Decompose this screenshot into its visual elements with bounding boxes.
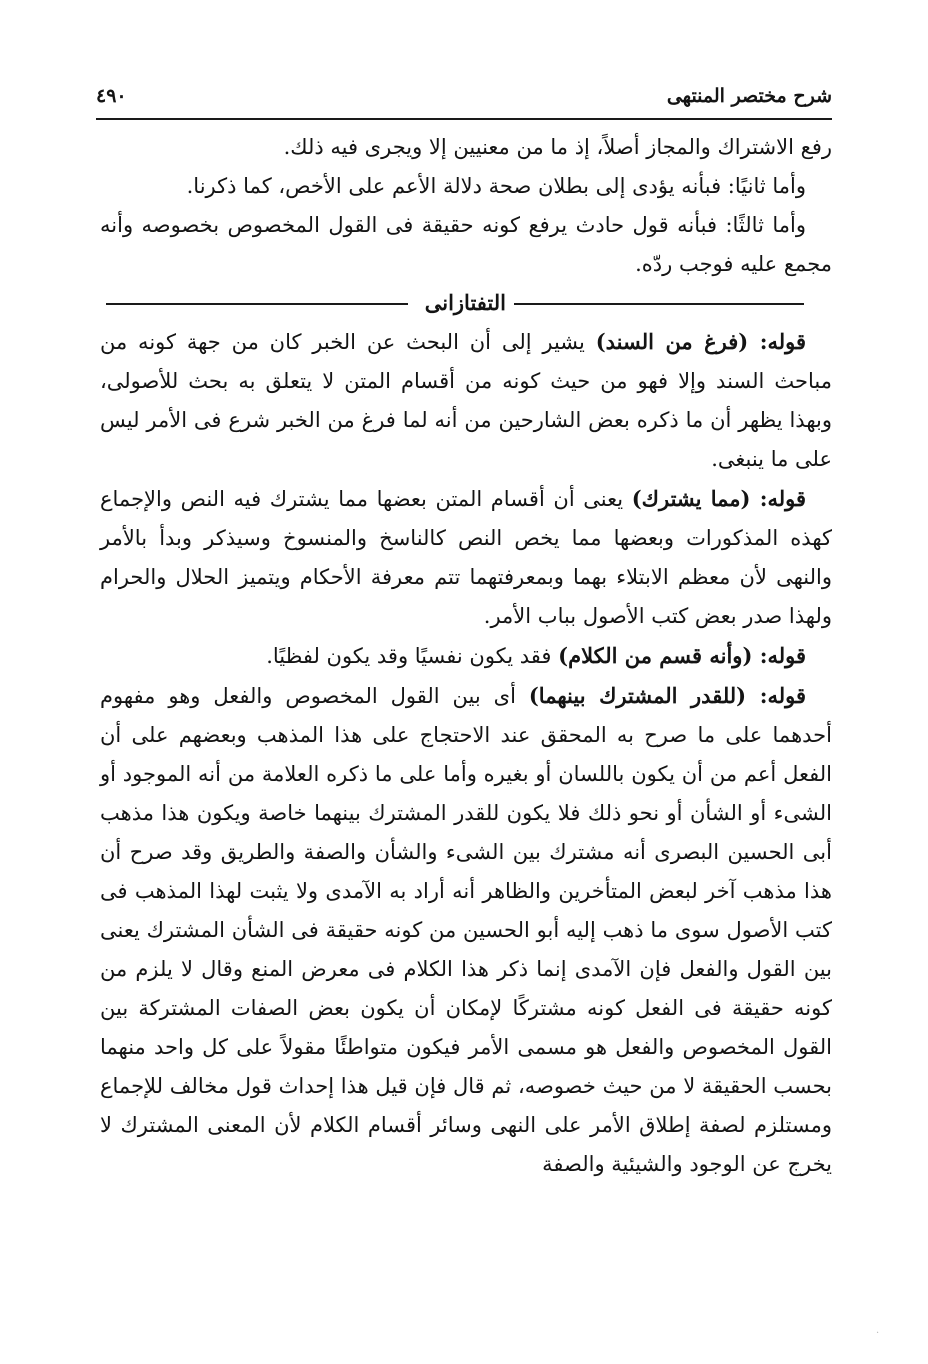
intro-paragraph-1: رفع الاشتراك والمجاز أصلاً، إذ ما من معنيين إلا ويجرى فيه ذلك. bbox=[283, 135, 832, 159]
commentary-paragraph bbox=[100, 636, 832, 676]
intro-paragraph-3: وأما ثالثًا: فبأنه قول حادث يرفع كونه حقيقة فى القول المخصوص بخصوصه وأنه مجمع عليه فوجب ردّه. bbox=[100, 213, 832, 276]
intro-paragraph-2: وأما ثانيًا: فبأنه يؤدى إلى بطلان صحة دلالة الأعم على الأخص، كما ذكرنا. bbox=[186, 174, 806, 198]
margin-mark: · bbox=[876, 1328, 880, 1339]
page-header bbox=[96, 82, 832, 116]
commentary-lemma: قوله: (مما يشترك) bbox=[631, 486, 807, 511]
header-rule bbox=[96, 118, 832, 120]
commentary-text: يعنى أن أقسام المتن بعضها مما يشترك فيه النص والإجماع كهذه المذكورات وبعضها مما يخص النص كالناسخ والمنسوخ وسيذكر وبدأ بالأمر والنهى لأن معظم الابتلاء بهما وبمعرفتهما تتم معرفة الأحكام ويتميز الحلال والحرام ولهذا صدر بعض كتب الأصول بباب الأمر. bbox=[100, 487, 832, 628]
divider-line-right bbox=[514, 303, 804, 305]
commentary-text: يشير إلى أن البحث عن الخبر كان من جهة كونه من مباحث السند وإلا فهو من حيث كونه من أقسام المتن لا يتعلق به بحث للأصولى، وبهذا يظهر أن ما ذكره بعض الشارحين من أنه لما فرغ من الخبر شرع فى الأمر ليس على ما ينبغى. bbox=[100, 330, 832, 471]
commentary-text: أى بين القول المخصوص والفعل وهو مفهوم أحدهما على ما صرح به المحقق عند الاحتجاج على هذا المذهب وبعضهم على أن الفعل أعم من أن يكون باللسان أو بغيره وأما على ما ذكره العلامة من أنه الموجود أو الشىء أو الشأن أو نحو ذلك فلا يكون للقدر المشترك بينهما خاصة ويكون هذا مذهب أبى الحسين البصرى أنه مشترك بين الشىء والشأن والصفة والطريق وقد صرح أن هذا مذهب آخر لبعض المتأخرين والظاهر أنه أراد به الآمدى ولا يثبت لهذا المذهب فى كتب الأصول سوى ما ذهب إليه أبو الحسين من كونه حقيقة فى الشأن المشترك يعنى بين القول والفعل فإن الآمدى إنما ذكر هذا الكلام فى معرض المنع وقال لا يلزم من كونه حقيقة فى الفعل كونه مشتركًا لإمكان أن يكون بعض الصفات المشتركة بين القول المخصوص والفعل هو مسمى الأمر فيكون متواطئًا مقولاً على كل واحد منهما بحسب الحقيقة لا من حيث خصوصه، ثم قال فإن قيل هذا إحداث قول مخالف للإجماع ومستلزم لصفة إطلاق الأمر على النهى وسائر أقسام الكلام لأن المعنى المشترك لا يخرج عن الوجود والشيئية والصفة bbox=[100, 684, 832, 1176]
body-text bbox=[100, 128, 832, 1184]
commentary-lemma: قوله: (فرغ من السند) bbox=[595, 329, 806, 354]
commentary-paragraph bbox=[100, 322, 832, 479]
section-title: التفتازانى bbox=[424, 290, 506, 315]
section-divider bbox=[100, 284, 832, 322]
commentary-text: فقد يكون نفسيًا وقد يكون لفظيًا. bbox=[266, 644, 559, 668]
commentary-paragraph bbox=[100, 676, 832, 1184]
running-title: شرح مختصر المنتهى bbox=[666, 85, 832, 107]
commentary-lemma: قوله: (وأنه قسم من الكلام) bbox=[558, 643, 806, 668]
divider-line-left bbox=[106, 303, 408, 305]
commentary-paragraph bbox=[100, 479, 832, 636]
commentary-lemma: قوله: (للقدر المشترك بينهما) bbox=[528, 683, 806, 708]
page-number: ٤٩٠ bbox=[96, 85, 127, 107]
